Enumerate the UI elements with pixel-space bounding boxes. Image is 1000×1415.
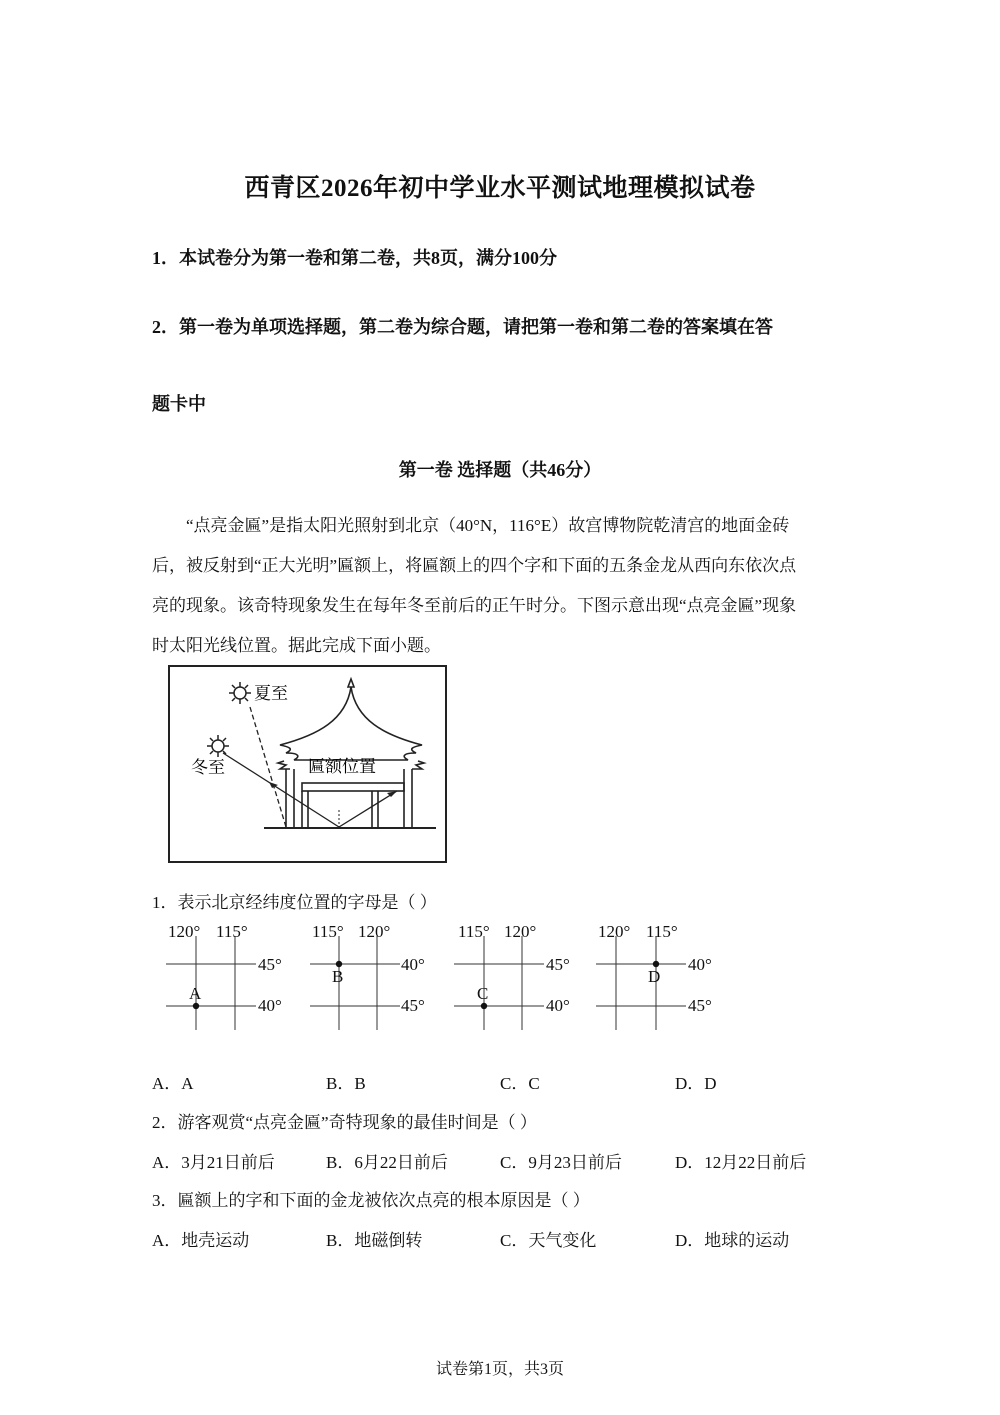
- instruction-2: 2．第一卷为单项选择题，第二卷为综合题，请把第一卷和第二卷的答案填在答: [152, 317, 773, 337]
- point-label: C: [477, 984, 489, 1003]
- q2-option-c[interactable]: C．9月23日前后: [500, 1153, 622, 1172]
- q3-option-d[interactable]: D．地球的运动: [675, 1231, 790, 1250]
- grid-option-d: [592, 918, 732, 1038]
- q3-option-c[interactable]: C．天气变化: [500, 1231, 597, 1250]
- plaque-position-label: 匾额位置: [308, 757, 376, 776]
- latitude-label-bottom: 40°: [546, 996, 570, 1015]
- question-1-stem: 1．表示北京经纬度位置的字母是（ ）: [152, 893, 437, 912]
- q3-option-a[interactable]: A．地壳运动: [152, 1231, 250, 1250]
- q2-option-d[interactable]: D．12月22日前后: [675, 1153, 807, 1172]
- point-label: D: [648, 967, 661, 986]
- q2-option-a[interactable]: A．3月21日前后: [152, 1153, 275, 1172]
- page-title: 西青区2026年初中学业水平测试地理模拟试卷: [244, 175, 756, 202]
- latitude-label-top: 45°: [546, 955, 570, 974]
- grid-option-c: [450, 918, 590, 1038]
- q3-option-b[interactable]: B．地磁倒转: [326, 1231, 423, 1250]
- q1-option-a[interactable]: A．A: [152, 1074, 194, 1093]
- longitude-label-left: 115°: [312, 922, 344, 941]
- grid-option-b: [306, 918, 446, 1038]
- q1-option-d[interactable]: D．D: [675, 1074, 717, 1093]
- instruction-1: 1．本试卷分为第一卷和第二卷，共8页，满分100分: [152, 248, 557, 268]
- passage-line-4: 时太阳光线位置。据此完成下面小题。: [152, 636, 441, 655]
- longitude-label-right: 120°: [358, 922, 391, 941]
- point-label: B: [332, 967, 344, 986]
- page-footer: 试卷第1页，共3页: [435, 1361, 564, 1378]
- longitude-label-right: 115°: [216, 922, 248, 941]
- latitude-label-top: 40°: [401, 955, 425, 974]
- latitude-label-bottom: 40°: [258, 996, 282, 1015]
- longitude-label-right: 115°: [646, 922, 678, 941]
- question-2-stem: 2．游客观赏“点亮金匾”奇特现象的最佳时间是（ ）: [152, 1113, 537, 1132]
- point-label: A: [189, 984, 202, 1003]
- latitude-label-bottom: 45°: [688, 996, 712, 1015]
- longitude-label-right: 120°: [504, 922, 537, 941]
- latitude-label-bottom: 45°: [401, 996, 425, 1015]
- latitude-label-top: 45°: [258, 955, 282, 974]
- longitude-label-left: 120°: [168, 922, 201, 941]
- section-title: 第一卷 选择题（共46分）: [398, 460, 602, 480]
- passage-line-1: “点亮金匾”是指太阳光照射到北京（40°N，116°E）故宫博物院乾清宫的地面金砖: [186, 516, 790, 535]
- longitude-label-left: 115°: [458, 922, 490, 941]
- summer-label: 夏至: [254, 684, 288, 703]
- latitude-label-top: 40°: [688, 955, 712, 974]
- longitude-label-left: 120°: [598, 922, 631, 941]
- grid-option-a: [162, 918, 302, 1038]
- q2-option-b[interactable]: B．6月22日前后: [326, 1153, 448, 1172]
- instruction-2-continued: 题卡中: [152, 394, 206, 414]
- passage-line-3: 亮的现象。该奇特现象发生在每年冬至前后的正午时分。下图示意出现“点亮金匾”现象: [152, 596, 797, 615]
- palace-sunlight-figure: [168, 665, 448, 865]
- passage-line-2: 后，被反射到“正大光明”匾额上，将匾额上的四个字和下面的五条金龙从西向东依次点: [152, 556, 797, 575]
- q1-option-b[interactable]: B．B: [326, 1074, 366, 1093]
- q1-option-c[interactable]: C．C: [500, 1074, 540, 1093]
- question-3-stem: 3．匾额上的字和下面的金龙被依次点亮的根本原因是（ ）: [152, 1191, 590, 1210]
- winter-label: 冬至: [191, 758, 225, 777]
